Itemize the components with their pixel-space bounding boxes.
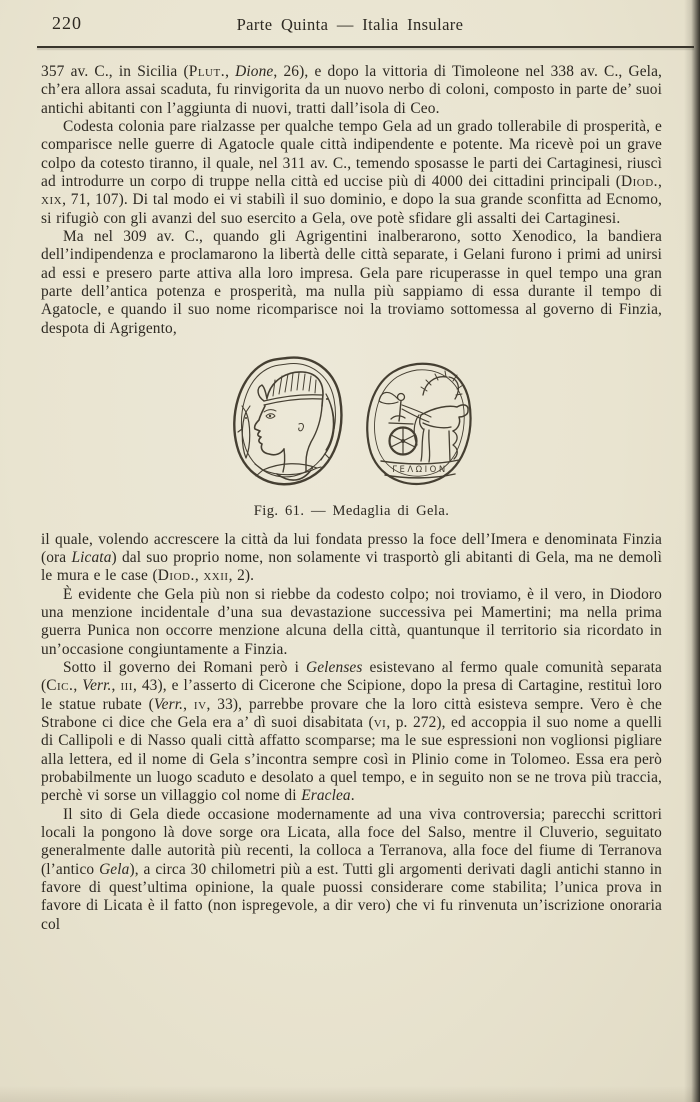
paragraph xyxy=(41,63,662,118)
text-segment: , xyxy=(225,63,236,80)
text-segment: Plut. xyxy=(188,63,226,80)
text-segment: vi xyxy=(373,713,387,731)
text-segment: È evidente che Gela più non si riebbe da codesto colpo; noi troviamo, è il vero, in Diodoro una menzione incidentale d’una sua devastazione successiva pei Mamertini; ma nella prima guerra Punica non occorre menzione alcuna della città, quantunque il territorio sia ricordato in un’occasione congiuntamente a Finzia. xyxy=(41,585,662,658)
text-segment: Diod. xyxy=(157,567,195,585)
text-segment: Il sito di Gela diede occasione modernamente ad una viva controversia; parecchi scrittori locali la pongono là dove sorge ora Licata, alla foce del Salso, mentre il Cluverio, seguitato generalmente dalle autorità più recenti, la colloca a Terranova, alla foce del fiume di Terranova (l’antico xyxy=(41,805,662,878)
text-segment: iv xyxy=(193,695,207,713)
text-segment: xix xyxy=(41,191,63,209)
text-segment: Verr. xyxy=(153,695,184,713)
coin-reverse-illustration xyxy=(361,361,475,489)
page-bottom-shading xyxy=(0,1086,700,1102)
paragraph xyxy=(41,228,662,338)
text-segment: Codesta colonia pare rialzasse per qualche tempo Gela ad un grado tollerabile di prosperità, e comparisce nelle guerre di Agatocle quale città indipendente e potente. Ma ricevè poi un grave colpo da cotesto tiranno, il quale, nel 311 av. C., temendo sposasse le parti dei Cartaginesi, riuscì ad introdurre un corpo di truppe nella città ed uccise più di 4000 dei cittadini principali ( xyxy=(41,118,662,191)
text-segment: iii xyxy=(120,677,133,695)
text-segment: , p. 272), ed accoppia il suo nome a quelli di Callipoli e di Nasso quali città affatto scomparse; ma le sue espressioni non voglionsi pigliare alla lettera, ed il nome di Gela s’incontra sempre così in Plinio come in Tolomeo. Essa era però probabilmente un luogo scaduto e desolato a quel tempo, e in seguito non se ne trova più traccia, perchè vi sorse un villaggio col nome di xyxy=(41,713,663,805)
text-segment: Eraclea xyxy=(301,787,351,805)
figure-caption: Fig. 61. — Medaglia di Gela. xyxy=(253,503,450,520)
text-segment: esistevano al fermo quale comunità separata ( xyxy=(41,658,662,695)
text-segment: , 2). xyxy=(228,567,255,585)
text-segment: Ma nel 309 av. C., quando gli Agrigentini inalberarono, sotto Xenodico, la bandiera dell’indipendenza e proclamarono la libertà delle città separate, i Gelani furono i primi ad unirsi ad essi e presero parte attiva alla loro impresa. Gela pare ricuperasse in quel tempo una gran parte dell’antica potenza e prosperità, ma nulla più sappiamo di essa durante il tempo di Agatocle, e quando il suo nome ricomparisce noi la troviamo sottomessa al governo di Finzia, despota di Agrigento, xyxy=(41,228,662,337)
text-segment: il quale, volendo accrescere la città da lui fondata presso la foce dell’Imera e denominata Finzia (ora xyxy=(41,530,662,566)
coin-inscription: ΓΕΛΩΙΟΝ xyxy=(391,465,448,476)
paragraph xyxy=(41,659,662,806)
text-segment: Sotto il governo dei Romani però i xyxy=(63,658,306,676)
text-segment: Cic. xyxy=(46,677,74,695)
text-segment: , xyxy=(73,677,83,695)
text-segment: , 33), parrebbe provare che la loro città esisteva sempre. Vero è che Strabone ci dice che Gela era a’ dì suoi disabitata ( xyxy=(41,695,662,731)
text-segment: , xyxy=(111,677,121,695)
text-segment: Gelenses xyxy=(305,658,363,676)
text-segment: , 43), e l’asserto di Cicerone che Scipione, dopo la presa di Cartagine, restituì loro le statue rubate ( xyxy=(41,677,662,713)
text-segment: Diod. xyxy=(621,173,659,191)
text-segment: Dione xyxy=(235,63,274,80)
figure-medaglia-di-gela xyxy=(41,354,662,520)
coin-obverse-illustration xyxy=(229,354,345,490)
text-segment: ), a circa 30 chilometri più a est. Tutti gli argomenti derivati dagli antichi stanno in favore di quest’ultima opinione, la quale puossi considerare come stabilita; l’unica prova in favore di Licata è il fatto (non ispregevole, a dir vero) che vi fu rinvenuta un’iscrizione onoraria col xyxy=(41,860,662,933)
text-segment: ) dal suo proprio nome, non solamente vi trasportò gli abitanti di Gela, ma ne demolì le mura e le case ( xyxy=(41,548,662,585)
paragraph xyxy=(41,531,662,586)
text-segment: , xyxy=(658,173,662,191)
page-body xyxy=(41,63,662,934)
text-segment: Licata xyxy=(71,548,112,566)
coin-illustrations xyxy=(41,354,662,490)
text-segment: , xyxy=(194,567,204,585)
text-segment: , xyxy=(183,695,194,713)
paragraph xyxy=(41,806,662,934)
text-segment: , 71, 107). Di tal modo ei vi stabilì il suo dominio, e dopo la sua grande sconfitta ad Ecnomo, si rifugiò con gli avanzi del suo esercito a Gela, ove potè sfidare gli assalti dei Cartaginesi. xyxy=(41,191,662,227)
paragraph xyxy=(41,586,662,659)
running-title: Parte Quinta — Italia Insulare xyxy=(236,15,464,34)
text-segment: 357 av. C., in Sicilia ( xyxy=(41,63,189,80)
text-segment: . xyxy=(350,787,355,805)
paragraph xyxy=(41,118,662,228)
text-segment: Verr. xyxy=(82,677,112,695)
page-number: 220 xyxy=(52,13,82,33)
text-segment: Gela xyxy=(99,860,130,878)
text-segment: xxii xyxy=(203,567,229,585)
text-segment: , 26), e dopo la vittoria di Timoleone nel 338 av. C., Gela, ch’era allora assai scaduta, fu rinvigorita da un nuovo nerbo di coloni, composto in parte de’ suoi antichi abitanti con l’aggiunta di nuovi, tratti dall’isola di Ceo. xyxy=(41,63,663,117)
header-rule xyxy=(37,46,694,48)
page-edge-shadow xyxy=(684,0,700,1102)
